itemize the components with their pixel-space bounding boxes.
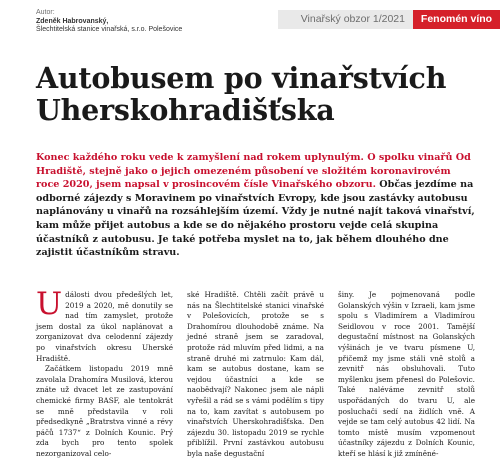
- author-label: Autor:: [36, 9, 55, 16]
- article-title-line-1: Autobusem po vinařstvích: [36, 61, 447, 95]
- section-label: Fenomén víno: [413, 10, 500, 29]
- perex-highlight: Konec každého roku vede k zamyšlení nad rokem uplynulým. O spolku vinařů Od Hradiště, stejně jako o jejich omezeném působení ve složitém koronavirovém roce 2020, jsem napsal v prosincovém čísle Vinařského obzoru.: [36, 152, 471, 191]
- journal-issue: Vinařský obzor 1/2021: [278, 10, 413, 29]
- body-column-2: [187, 290, 324, 458]
- author-info: [36, 9, 182, 35]
- body-paragraph: ské Hradiště. Chtěli začít právě u nás na Šlechtitelské stanici vinařské v Polešovicích, protože se s Drahomírou dlouhodobě známe. Na jedné straně jsem se zaradoval, protože rád mluvím před lidmi, a na straně druhé mi zatrnulo: Kam dál, kam se autobus dostane, kam se vejdou účastníci a kde se naobědvají? Nakonec jsem ale nápli vyřešil a rád se s vámi podělím s tipy na to, kam zavítat s autobusem po vinařstvích Uherskohradišťska. Den zájezdu 30. listopadu 2019 se rychle přiblížil. První zastávkou autobusu byla naše degustační: [187, 290, 324, 458]
- drop-cap: U: [36, 286, 63, 322]
- body-paragraph: dálosti dvou předešlých let, 2019 a 2020, mě donutily se nad tím zamyslet, protože jsem dostal za úkol naplánovat a zorganizovat dva celodenní zájezdy po vinařstvích okresu Uherské Hradiště.: [36, 290, 173, 363]
- perex-text: Občas jezdíme na odborné zájezdy s Moravinem po vinařstvích Evropy, kde jsou zastávky autobusu naplánovány u vinařů na rozsáhlejším území. Vždy je nutné najít taková vinařství, kam může přijet autobus a kde se do nějakého prostoru vejde celá skupina účastníků z autobusu. Je také potřeba myslet na to, jak během dlouhého dne zajistit účastníkům stravu.: [36, 179, 475, 259]
- article-title-line-2: Uherskohradišťska: [36, 93, 335, 127]
- body-column-3: [338, 290, 475, 458]
- body-paragraph: šiny. Je pojmenovaná podle Golanských výšin v Izraeli, kam jsme spolu s Vladimírem a Vladimírou Seidlovou v roce 2001. Tamější degustační místnost na Golanských výšinách je ve tvaru písmene U, přičemž my jsme stáli vně stolů a zevnitř nás obsluhovali. Tuto myšlenku jsem přenesl do Polešovic. Také naléváme zevnitř stolů uspořádaných do tvaru U, ale posluchači sedí na židlích vně. A vejde se tam celý autobus 42 lidí. Na tomto místě musím vzpomenout účastníky zájezdu z Dolních Kounic, kteří se hlásí k již zmíněné-: [338, 290, 475, 458]
- author-organization: Šlechtitelská stanice vinařská, s.r.o. Polešovice: [36, 26, 183, 33]
- header-bar: [278, 10, 500, 29]
- body-column-1: [36, 286, 173, 458]
- author-name: Zdeněk Habrovanský,: [36, 17, 109, 25]
- body-paragraph: Začátkem listopadu 2019 mně zavolala Drahomíra Musilová, kterou znáte už dvacet let ze zastupování chemické firmy BASF, ale tentokrát se mně představila v roli předsedkyně „Bratrstva vinné a révy páčů 1737“ z Dolních Kounic. Prý zda bych pro tento spolek nezorganizoval celo-: [36, 364, 173, 458]
- article-title: [36, 62, 476, 126]
- article-body: [36, 286, 475, 458]
- article-perex: [36, 151, 476, 260]
